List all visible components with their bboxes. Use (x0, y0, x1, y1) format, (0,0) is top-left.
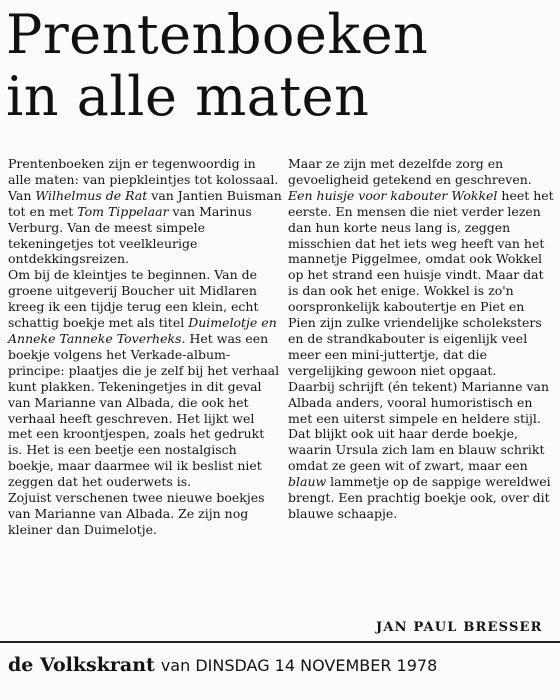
text-run: Prentenboeken zijn er tegenwoordig in alle maten: van piepkleintjes tot kolossaal. Van (8, 156, 279, 203)
text-run: Het was een boekje volgens het Verkade-album-principe: plaatjes die je zelf bij het verhaal kunt plakken. Tekeningetjes in dit geval van Marianne van Albada, die ook het verhaal heeft geschreven. Het lijkt wel met een kroontjespen, zoals het gedrukt is. Het is een beetje een nostalgisch boekje, maar daarmee wil ik beslist niet zeggen dat het ouderwets is. (8, 330, 280, 490)
paragraph (8, 156, 282, 267)
paragraph: Zojuist verschenen twee nieuwe boekjes van Marianne van Albada. Ze zijn nog kleiner dan Duimelotje. (8, 490, 265, 537)
text-run: Dat blijkt ook uit haar derde boekje, waarin Ursula zich lam en blauw schrikt omdat ze geen wit of zwart, maar een (288, 426, 545, 474)
book-title: Duimelotje en Anneke Tanneke Toverheks. (8, 315, 277, 346)
book-title: Een huisje voor kabouter Wokkel (288, 187, 498, 203)
article-headline (6, 4, 556, 128)
headline-line-2: in alle maten (6, 65, 370, 128)
headline-line-1: Prentenboeken (6, 3, 429, 66)
newspaper-logo: de Volkskrant (8, 654, 155, 676)
source-footer (8, 654, 548, 676)
text-run: van Marinus Verburg. Van de meest simpele tekeningetjes tot veelkleurige ontdekkingsreizen. (8, 203, 252, 267)
text-run: heet het eerste. En mensen die niet verder lezen dan hun korte neus lang is, zeggen misschien dat het iets weg heeft van het mannetje Piggelmee, omdat ook Wokkel op het strand een huisje vindt. Maar dat is dan ook het enige. Wokkel is zo'n oorspronkelijk kaboutertje en Piet en Pien zijn zulke vriendelijke scholeksters en de strandkabouter is eigenlijk veel meer een mini-juttertje, dat die vergelijking gewoon niet opgaat. (288, 187, 554, 378)
book-title: Wilhelmus de Rat (35, 187, 148, 203)
text-run: Maar ze zijn met dezelfde zorg en gevoeligheid getekend en geschreven. (288, 156, 532, 187)
text-run: lammetje op de sappige wereldwei brengt. Een prachtig boekje ook, over dit blauwe schaapje. (288, 474, 551, 521)
article-column-right (288, 156, 554, 522)
article-column-left (8, 156, 282, 538)
text-run: Om bij de kleintjes te beginnen. Van de groene uitgeverij Boucher uit Midlaren kreeg ik een tijdje terug een klein, echt schattig boekje met als titel (8, 267, 259, 331)
paragraph: Daarbij schrijft (én tekent) Marianne van Albada anders, vooral humoristisch en met een uiterst simpele en heldere stijl. (288, 378, 550, 426)
divider (0, 641, 560, 643)
text-run: van Jantien Buisman tot en met (8, 187, 282, 219)
paragraph (288, 156, 554, 379)
book-title: Tom Tippelaar (77, 203, 169, 219)
paragraph (288, 426, 554, 521)
paragraph (8, 267, 282, 490)
publication-date: van DINSDAG 14 NOVEMBER 1978 (160, 656, 438, 675)
emphasis: blauw (288, 474, 327, 490)
author-byline: JAN PAUL BRESSER (376, 620, 543, 635)
